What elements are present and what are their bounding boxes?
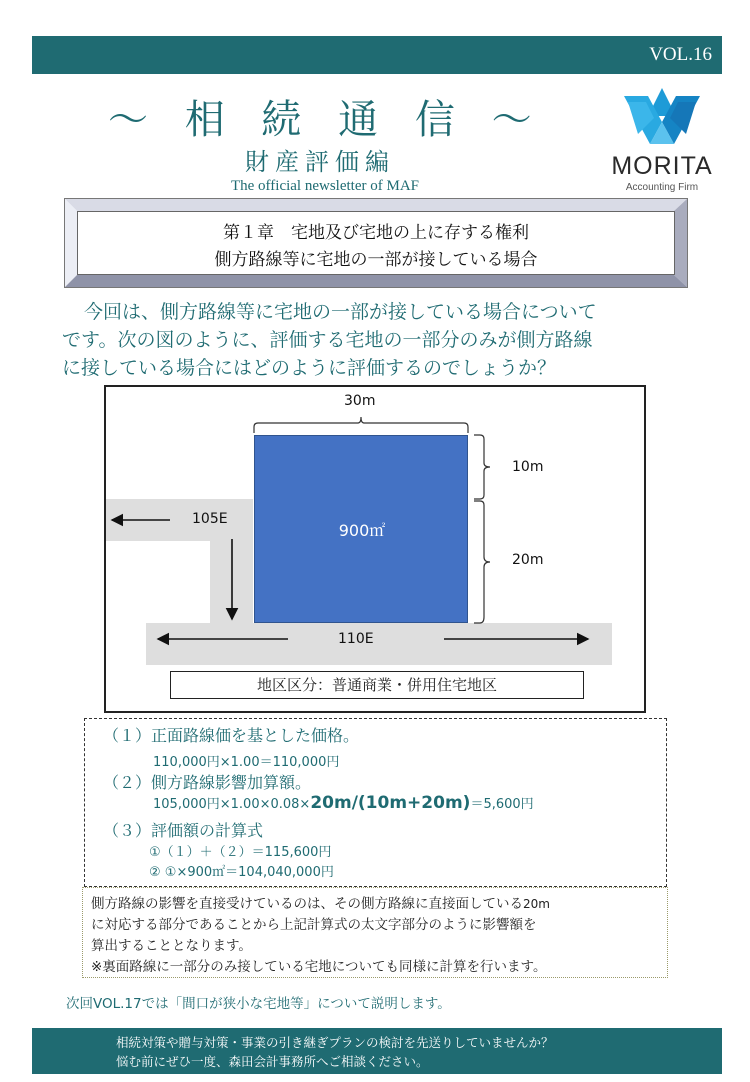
intro-line: です。次の図のように、評価する宅地の一部分のみが側方路線 (62, 329, 593, 351)
intro-line: に接している場合にはどのように評価するのでしょうか？ (62, 357, 557, 379)
logo-mark-icon (624, 88, 700, 150)
calc-step-1-heading: （１）正面路線価を基とした価格。 (103, 726, 360, 745)
footer-bar (32, 1028, 722, 1074)
note-line: に対応する部分であることから上記計算式の太文字部分のように影響額を (91, 917, 537, 933)
side-road-price-label: 105E (192, 511, 228, 527)
intro-line: 今回は、側方路線等に宅地の一部が接している場合について (84, 301, 597, 323)
bold-ratio: 20m/(10m+20m) (310, 793, 471, 813)
calc-step-3b: ② ①×900㎡＝104,040,000円 (149, 865, 334, 880)
chapter-heading-box (64, 198, 688, 288)
front-road-price-label: 110E (338, 631, 374, 647)
note-line: ※裏面路線に一部分のみ接している宅地についても同様に計算を行います。 (91, 959, 547, 975)
footer-line: 相続対策や贈与対策・事業の引き継ぎプランの検討を先送りしていませんか？ (116, 1035, 554, 1050)
newsletter-subtitle: 財産評価編 (245, 148, 395, 176)
depth-10m-label: 10m (512, 459, 544, 475)
calculation-box (84, 718, 667, 887)
depth-20m-label: 20m (512, 552, 544, 568)
note-line: 算出することとなります。 (91, 938, 252, 954)
intro-paragraph (62, 298, 702, 382)
district-label: 地区区分：普通商業・併用住宅地区 (170, 671, 584, 699)
calc-step-2-heading: （２）側方路線影響加算額。 (103, 773, 312, 792)
frontage-width-label: 30m (344, 393, 376, 409)
diagram-annotations (106, 387, 648, 715)
chapter-topic: 側方路線等に宅地の一部が接している場合 (214, 250, 538, 270)
calc-step-3-heading: （３）評価額の計算式 (103, 821, 264, 840)
lot-area-label: 900㎡ (338, 521, 386, 540)
newsletter-tagline: The official newsletter of MAF (230, 178, 419, 194)
logo-name: MORITA (611, 152, 713, 180)
calc-step-1-formula: 110,000円×1.00＝110,000円 (153, 755, 340, 770)
note-line: 側方路線の影響を直接受けているのは、その側方路線に直接面している20m (91, 896, 550, 912)
logo-subtitle: Accounting Firm (625, 182, 699, 193)
calc-step-2-formula: 105,000円×1.00×0.08×20m/(10m+20m)＝5,600円 (153, 793, 534, 813)
volume-label: VOL.16 (649, 44, 712, 65)
chapter-heading (77, 211, 675, 275)
calc-step-3a: ①（１）＋（２）＝115,600円 (149, 845, 332, 860)
morita-logo (606, 88, 718, 198)
footer-line: 悩む前にぜひ一度、森田会計事務所へご相談ください。 (116, 1054, 429, 1069)
explanation-box (82, 887, 668, 978)
next-issue-notice: 次回VOL.17では「間口が狭小な宅地等」について説明します。 (66, 996, 451, 1012)
land-diagram (104, 385, 646, 713)
newsletter-title: ～ 相 続 通 信 ～ (108, 97, 544, 143)
chapter-title: 第１章 宅地及び宅地の上に存する権利 (223, 223, 529, 243)
header-bar (32, 36, 722, 74)
